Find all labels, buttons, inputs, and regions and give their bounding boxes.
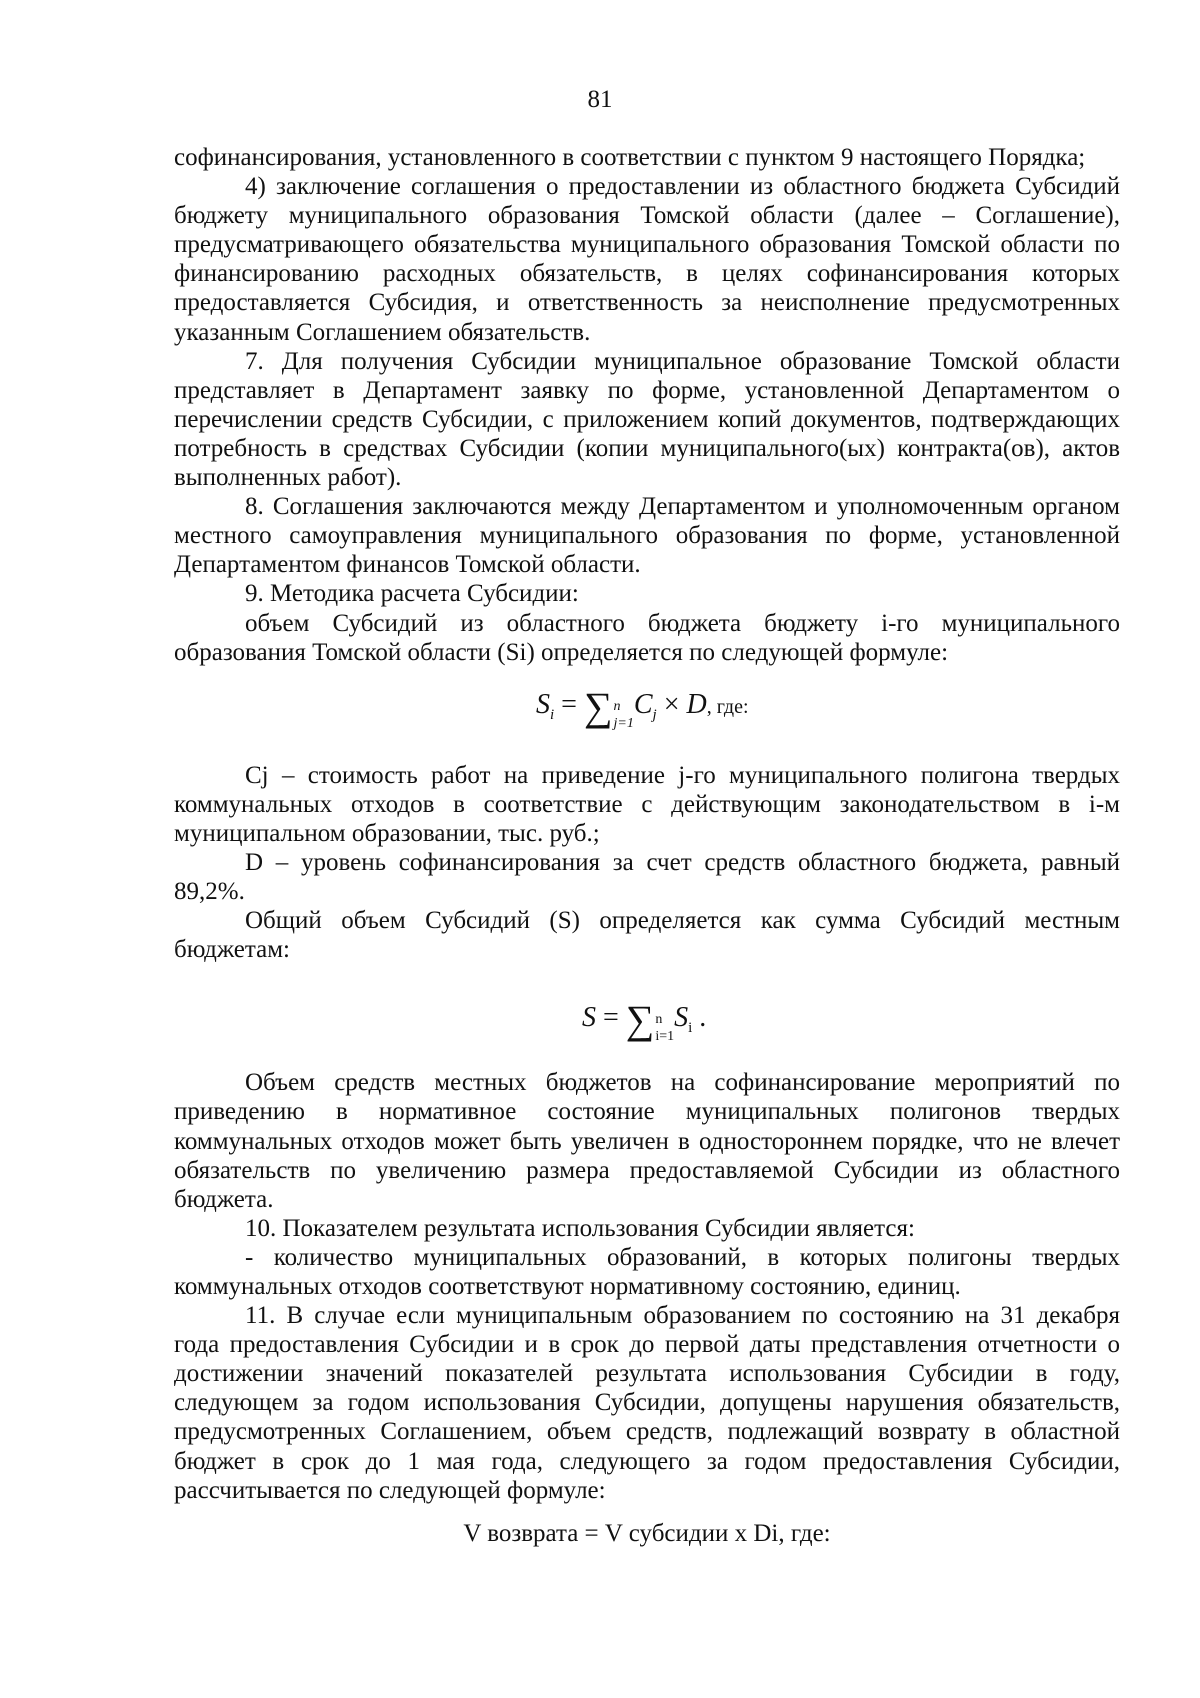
paragraph-item-4: 4) заключение соглашения о предоставлении из областного бюджета Субсидий бюджету муниципального образования Томской области (далее – Соглашение), предусматривающего обязательства муниципального образования Томской области по финансированию расходных обязательств, в целях софинансирования которых предоставляется Субсидия, и ответственность за неисполнение предусмотренных указанным Соглашением обязательств. <box>174 173 1120 346</box>
page-number: 81 <box>587 86 613 113</box>
paragraph-10: 10. Показателем результата использования Субсидии является: <box>245 1214 915 1242</box>
formula-s: S = ∑ n i=1 $S_i$ . <box>582 997 707 1045</box>
paragraph-11: 11. В случае если муниципальным образованием по состоянию на 31 декабря года предоставления Субсидии и в срок до первой даты представления отчетности о достижении значений показателей результата использования Субсидии в году, следующем за годом использования Субсидии, допущены нарушения обязательств, предусмотренных Соглашением, объем средств, подлежащий возврату в областной бюджет в срок до 1 мая года, следующего за годом предоставления Субсидии, рассчитывается по следующей формуле: <box>174 1302 1120 1504</box>
formula-v-return: V возврата = V субсидии x Di, где: <box>463 1519 831 1547</box>
paragraph-7: 7. Для получения Субсидии муниципальное образование Томской области представляет в Департамент заявку по форме, установленной Департаментом о перечислении средств Субсидии, с приложением копий документов, подтверждающих потребность в средствах Субсидии (копии муниципального(ых) контракта(ов), актов выполненных работ). <box>174 347 1120 492</box>
formula-subsidy-i <box>174 667 1120 751</box>
paragraph-10-indicator: - количество муниципальных образований, в которых полигоны твердых коммунальных отходов соответствуют нормативному состоянию, единиц. <box>174 1243 1120 1300</box>
paragraph-9: 9. Методика расчета Субсидии: <box>245 580 579 608</box>
document-body <box>174 143 1120 1548</box>
paragraph-cj-definition: Cj – стоимость работ на приведение j-го муниципального полигона твердых коммунальных отходов в соответствие с действующим законодательством в i-м муниципальном образовании, тыс. руб.; <box>174 761 1120 847</box>
formula-si: $S_i$ = ∑ n j=1 $C_j \times D$, где: <box>536 683 749 731</box>
paragraph-9-text: объем Субсидий из областного бюджета бюджету i-го муниципального образования Томской области (Si) определяется по следующей формуле: <box>174 609 1120 666</box>
paragraph-total-subsidy: Общий объем Субсидий (S) определяется как сумма Субсидий местным бюджетам: <box>174 907 1120 964</box>
paragraph-continuation: софинансирования, установленного в соответствии с пунктом 9 настоящего Порядка; <box>174 144 1086 171</box>
paragraph-local-budgets: Объем средств местных бюджетов на софинансирование мероприятий по приведению в нормативное состояние муниципальных полигонов твердых коммунальных отходов может быть увеличен в одностороннем порядке, что не влечет обязательств по увеличению размера предоставляемой Субсидии из областного бюджета. <box>174 1069 1120 1213</box>
sum-symbol: ∑ <box>583 683 613 729</box>
paragraph-8: 8. Соглашения заключаются между Департаментом и уполномоченным органом местного самоуправления муниципального образования по форме, установленной Департаментом финансов Томской области. <box>174 493 1120 579</box>
paragraph-d-definition: D – уровень софинансирования за счет средств областного бюджета, равный 89,2%. <box>174 848 1120 906</box>
sum-symbol-2: ∑ <box>625 997 655 1043</box>
formula-subsidy-total <box>174 964 1120 1068</box>
